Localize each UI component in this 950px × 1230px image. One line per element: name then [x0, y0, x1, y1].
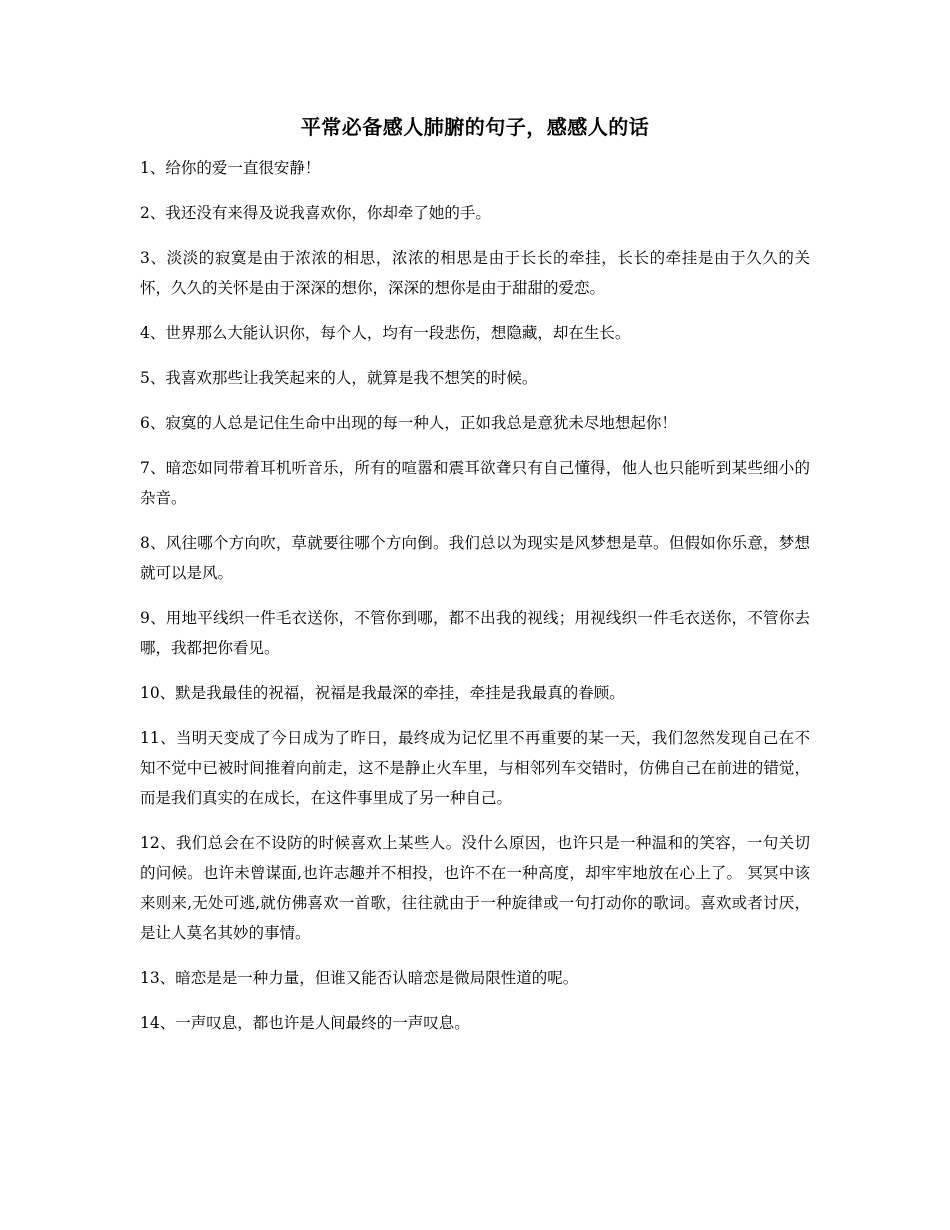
quote-item: 6、寂寞的人总是记住生命中出现的每一种人，正如我总是意犹未尽地想起你！: [140, 414, 677, 432]
quote-item: 8、风往哪个方向吹，草就要往哪个方向倒。我们总以为现实是风梦想是草。但假如你乐意，梦想就可以是风。: [140, 534, 810, 582]
quote-item: 1、给你的爱一直很安静！: [140, 159, 321, 177]
quote-item: 10、默是我最佳的祝福，祝福是我最深的牵挂，牵挂是我最真的眷顾。: [140, 684, 625, 702]
document-title: 平常必备感人肺腑的句子，感感人的话: [300, 115, 650, 139]
quote-item: 2、我还没有来得及说我喜欢你，你却牵了她的手。: [140, 204, 491, 222]
quote-item: 12、我们总会在不设防的时候喜欢上某些人。没什么原因，也许只是一种温和的笑容，一句关切的问候。也许未曾谋面,也许志趣并不相投，也许不在一种高度，却牢牢地放在心上了。 冥冥中该来则来,无处可逃,就仿佛喜欢一首歌，往往就由于一种旋律或一句打动你的歌词。喜欢或者讨厌，是让人莫名其妙的事情。: [140, 834, 810, 942]
quote-item: 11、当明天变成了今日成为了昨日，最终成为记忆里不再重要的某一天，我们忽然发现自己在不知不觉中已被时间推着向前走，这不是静止火车里，与相邻列车交错时，仿佛自己在前进的错觉，而是我们真实的在成长，在这件事里成了另一种自己。: [140, 729, 810, 807]
quote-item: 14、一声叹息，都也许是人间最终的一声叹息。: [140, 1014, 470, 1032]
quote-item: 4、世界那么大能认识你，每个人，均有一段悲伤，想隐藏，却在生长。: [140, 324, 631, 342]
quote-item: 5、我喜欢那些让我笑起来的人，就算是我不想笑的时候。: [140, 369, 538, 387]
quote-item: 13、暗恋是是一种力量，但谁又能否认暗恋是微局限性道的呢。: [140, 969, 579, 987]
quote-item: 3、淡淡的寂寞是由于浓浓的相思，浓浓的相思是由于长长的牵挂，长长的牵挂是由于久久的关怀，久久的关怀是由于深深的想你，深深的想你是由于甜甜的爱恋。: [140, 249, 810, 297]
quote-item: 9、用地平线织一件毛衣送你，不管你到哪，都不出我的视线；用视线织一件毛衣送你，不管你去哪，我都把你看见。: [140, 609, 810, 657]
quote-list: [140, 153, 810, 1038]
quote-item: 7、暗恋如同带着耳机听音乐，所有的喧嚣和震耳欲聋只有自己懂得，他人也只能听到某些细小的杂音。: [140, 459, 810, 507]
